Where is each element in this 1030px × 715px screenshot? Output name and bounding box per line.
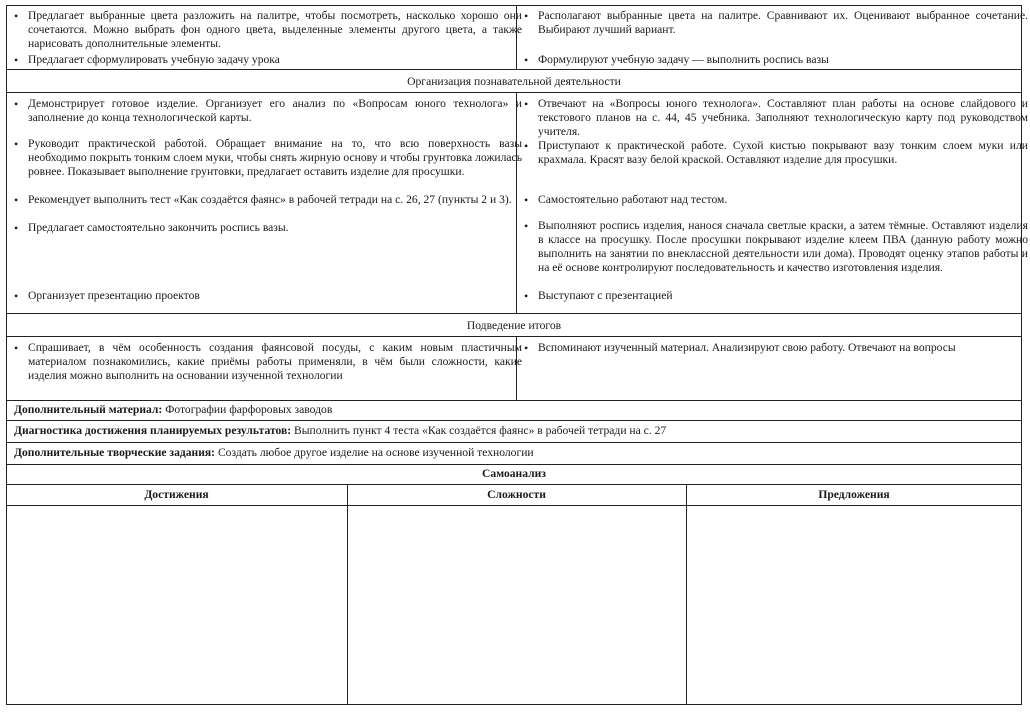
- extra-material-text: Фотографии фарфоровых заводов: [165, 403, 333, 416]
- teacher-activity-item: • Спрашивает, в чём особенность создания фаянсовой посуды, с каким новым пластичным материалом познакомились, какие приёмы работы применяли, в чём были сложности, какие изделия можно выполнить на основании изученной технологии: [14, 341, 522, 383]
- table-rule: [6, 484, 1022, 485]
- creative-tasks-row: [14, 446, 1014, 460]
- teacher-activity-item: • Организует презентацию проектов: [14, 289, 522, 303]
- self-analysis-title: Самоанализ: [482, 467, 546, 480]
- student-activity-item: • Вспоминают изученный материал. Анализируют свою работу. Отвечают на вопросы: [524, 341, 1028, 355]
- diagnostics-label: Диагностика достижения планируемых результатов:: [14, 424, 292, 437]
- student-activity-item: • Приступают к практической работе. Сухой кистью покрывают вазу тонким слоем муки или крахмала. Красят вазу белой краской. Оставляют изделие для просушки.: [524, 139, 1028, 167]
- section-title: Подведение итогов: [466, 319, 562, 332]
- suggestions-cell[interactable]: [687, 506, 1021, 703]
- creative-tasks-text: Создать любое другое изделие на основе изученной технологии: [217, 446, 534, 459]
- teacher-activity-item: • Предлагает выбранные цвета разложить на палитре, чтобы посмотреть, насколько хорошо они сочетаются. Можно выбрать фон одного цвета, выделенные элементы другого цвета, а также нарисовать дополнительные элементы.: [14, 9, 522, 51]
- teacher-activity-item: • Демонстрирует готовое изделие. Организует его анализ по «Вопросам юного технолога» и заполнение до конца технологической карты.: [14, 97, 522, 125]
- student-activity-item: • Выступают с презентацией: [524, 289, 1028, 303]
- difficulties-cell[interactable]: [348, 506, 685, 703]
- suggestions-column-header: Предложения: [818, 488, 890, 501]
- difficulties-column-header: Сложности: [487, 488, 546, 501]
- table-rule: [6, 69, 1022, 70]
- student-activity-item: • Отвечают на «Вопросы юного технолога». Составляют план работы на основе слайдового и текстового планов на с. 44, 45 учебника. Заполняют технологическую карту под руководством учителя.: [524, 97, 1028, 139]
- student-activity-item: • Выполняют роспись изделия, нанося сначала светлые краски, а затем тёмные. Оставляют изделия в классе на просушку. После просушки покрывают изделие клеем ПВА (данную работу можно выполнить на занятии по внеклассной деятельности или дома). Проводят оценку этапов работы и на её основе контролируют последовательность и качество изготовления изделия.: [524, 219, 1028, 275]
- table-rule: [6, 704, 1022, 705]
- table-rule: [6, 5, 1022, 6]
- diagnostics-row: [14, 424, 1014, 438]
- table-rule: [6, 400, 1022, 401]
- teacher-activity-item: • Предлагает самостоятельно закончить роспись вазы.: [14, 221, 522, 235]
- extra-material-row: [14, 403, 1014, 417]
- table-rule: [6, 92, 1022, 93]
- section-title: Организация познавательной деятельности: [407, 75, 621, 88]
- student-activity-item: • Располагают выбранные цвета на палитре. Сравнивают их. Оценивают выбранное сочетание. Выбирают лучший вариант.: [524, 9, 1028, 37]
- table-rule: [6, 420, 1022, 421]
- achievements-column-header: Достижения: [144, 488, 209, 501]
- diagnostics-text: Выполнить пункт 4 теста «Как создаётся фаянс» в рабочей тетради на с. 27: [294, 424, 667, 437]
- achievements-cell[interactable]: [7, 506, 346, 703]
- table-rule: [6, 464, 1022, 465]
- student-activity-item: • Формулируют учебную задачу — выполнить роспись вазы: [524, 53, 1028, 67]
- teacher-activity-item: • Руководит практической работой. Обращает внимание на то, что всю поверхность вазы необходимо покрыть тонким слоем муки, чтобы снять жирную основу и чтобы грунтовка ложилась ровнее. Показывает выполнение грунтовки, предлагает оставить изделие для просушки.: [14, 137, 522, 179]
- creative-tasks-label: Дополнительные творческие задания:: [14, 446, 216, 459]
- table-rule: [6, 442, 1022, 443]
- table-rule: [6, 336, 1022, 337]
- teacher-activity-item: • Рекомендует выполнить тест «Как создаётся фаянс» в рабочей тетради на с. 26, 27 (пункты 2 и 3).: [14, 193, 522, 207]
- table-rule: [6, 313, 1022, 314]
- teacher-activity-item: • Предлагает сформулировать учебную задачу урока: [14, 53, 522, 67]
- extra-material-label: Дополнительный материал:: [14, 403, 163, 416]
- student-activity-item: • Самостоятельно работают над тестом.: [524, 193, 1028, 207]
